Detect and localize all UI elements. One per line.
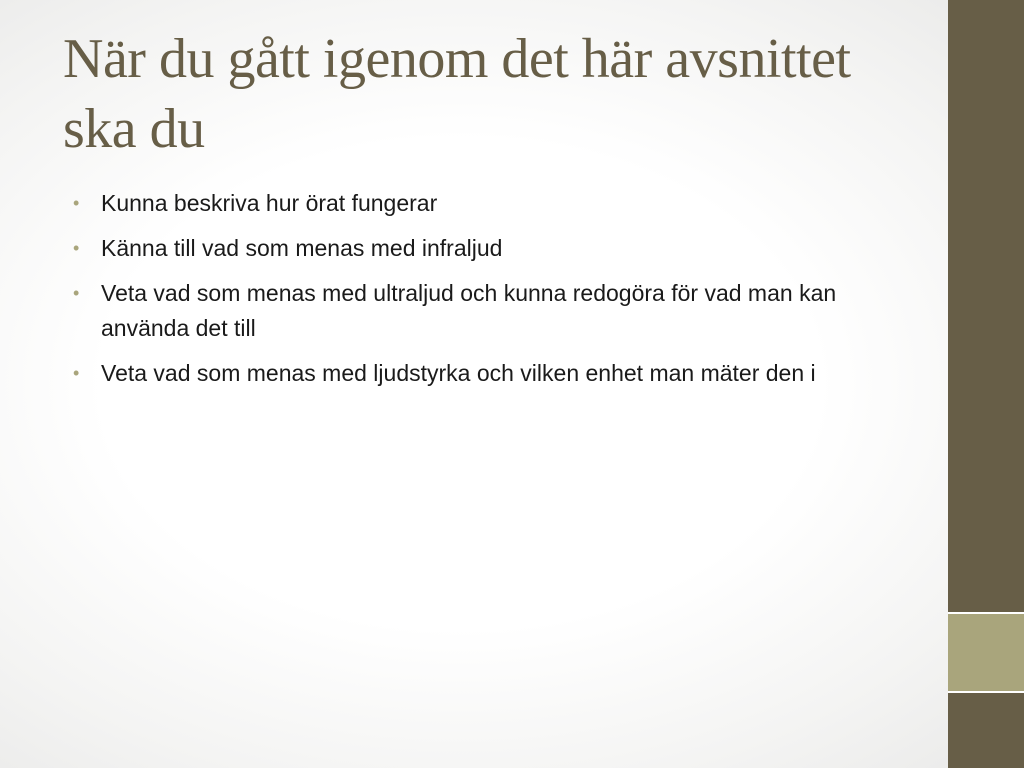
slide-title: När du gått igenom det här avsnittet ska du xyxy=(63,28,851,160)
sidebar-accent-block xyxy=(948,614,1024,691)
bullet-item xyxy=(70,276,860,346)
bullet-item xyxy=(70,356,860,391)
bullet-text: Veta vad som menas med ultraljud och kunna redogöra för vad man kan använda det till xyxy=(101,280,837,341)
bullet-list xyxy=(70,186,860,401)
bullet-icon: • xyxy=(73,363,80,383)
bullet-text: Veta vad som menas med ljudstyrka och vilken enhet man mäter den i xyxy=(101,360,816,386)
bullet-text: Kunna beskriva hur örat fungerar xyxy=(101,190,438,216)
bullet-icon: • xyxy=(73,283,80,303)
sidebar-divider xyxy=(948,691,1024,693)
bullet-icon: • xyxy=(73,193,80,213)
decorative-sidebar xyxy=(948,0,1024,768)
bullet-item xyxy=(70,231,860,266)
bullet-text: Känna till vad som menas med infraljud xyxy=(101,235,503,261)
bullet-item xyxy=(70,186,860,221)
bullet-icon: • xyxy=(73,238,80,258)
